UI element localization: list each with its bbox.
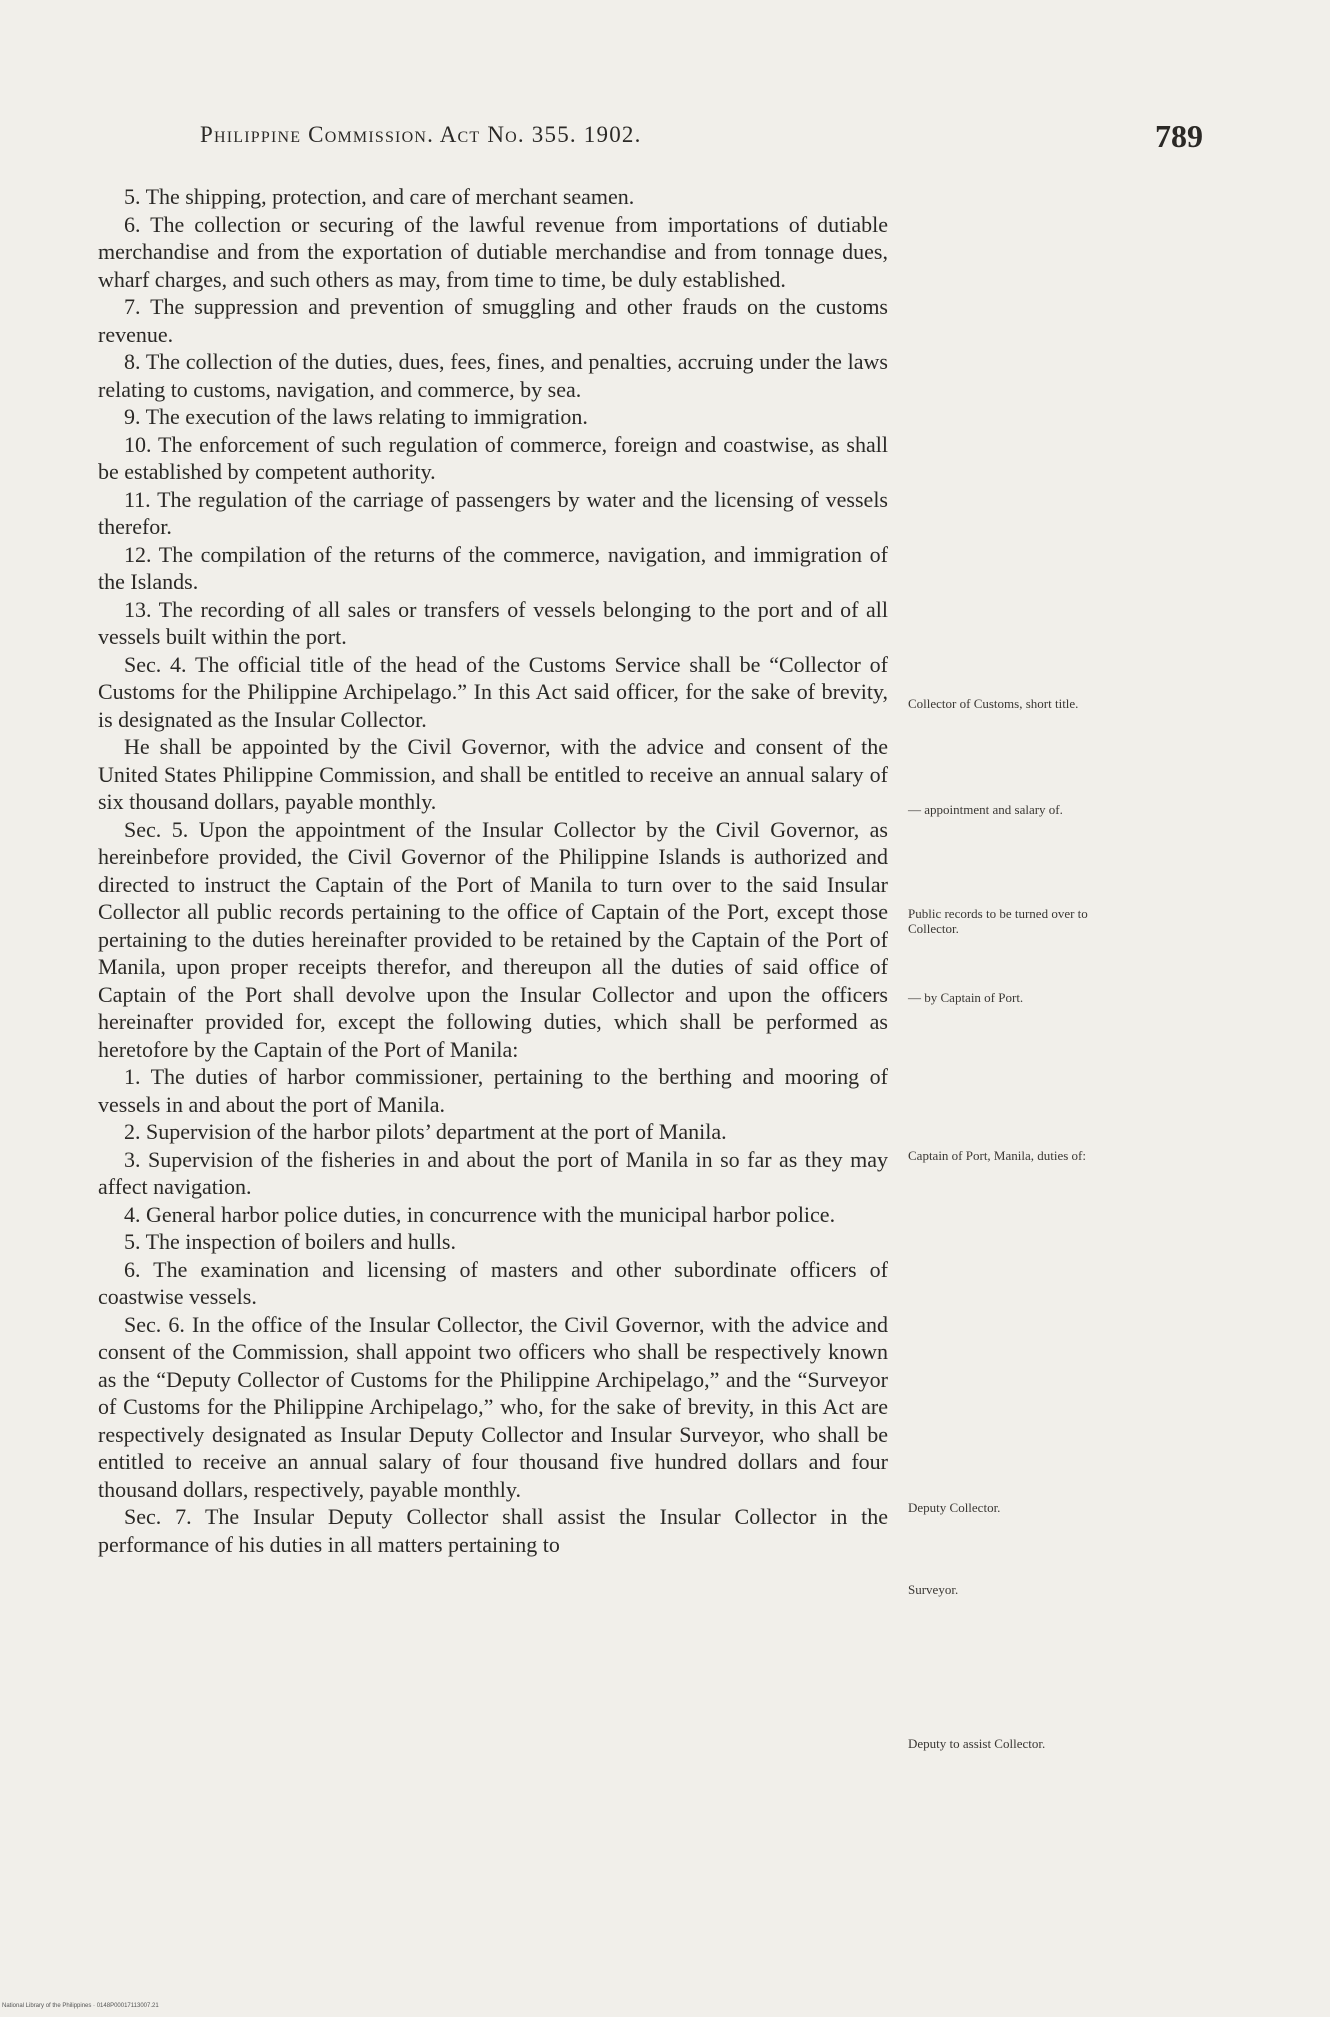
- paragraph: 3. Supervision of the fisheries in and about the port of Manila in so far as they may affect navigation.: [98, 1146, 888, 1199]
- paragraph: 1. The duties of harbor commissioner, pertaining to the berthing and mooring of vessels in and about the port of Manila.: [98, 1064, 888, 1117]
- paragraph: 13. The recording of all sales or transfers of vessels belonging to the port and of all vessels built within the port.: [98, 596, 888, 649]
- paragraph: 2. Supervision of the harbor pilots’ department at the port of Manila.: [124, 1119, 727, 1144]
- paragraph: 6. The examination and licensing of masters and other subordinate officers of coastwise vessels.: [98, 1256, 888, 1309]
- section-6: Sec. 6. In the office of the Insular Collector, the Civil Governor, with the advice and consent of the Commission, shall appoint two officers who shall be respectively known as the “Deputy Collector of Customs for the Philippine Archipelago,” and the “Surveyor of Customs for the Philippine Archipelago,” who, for the sake of brevity, in this Act are respectively designated as Insular Deputy Collector and Insular Surveyor, who shall be entitled to receive an annual salary of four thousand five hundred dollars and four thousand dollars, respectively, payable monthly.: [98, 1311, 888, 1502]
- page-header: [200, 118, 1203, 162]
- margin-note: Public records to be turned over to Collector.: [908, 906, 1088, 936]
- section-4: Sec. 4. The official title of the head of the Customs Service shall be “Collector of Customs for the Philippine Archipelago.” In this Act said officer, for the sake of brevity, is designated as the Insular Collector.: [98, 651, 888, 732]
- paragraph: 7. The suppression and prevention of smuggling and other frauds on the customs revenue.: [98, 294, 888, 347]
- paragraph: 6. The collection or securing of the lawful revenue from importations of dutiable merchandise and from the exportation of dutiable merchandise and from tonnage dues, wharf charges, and such others as may, from time to time, be duly established.: [98, 211, 888, 292]
- running-title: Philippine Commission. Act No. 355. 1902.: [200, 122, 642, 147]
- paragraph: 12. The compilation of the returns of the commerce, navigation, and immigration of the Islands.: [98, 541, 888, 594]
- section-5: Sec. 5. Upon the appointment of the Insular Collector by the Civil Governor, as hereinbefore provided, the Civil Governor of the Philippine Islands is authorized and directed to instruct the Captain of the Port of Manila to turn over to the said Insular Collector all public records pertaining to the office of Captain of the Port, except those pertaining to the duties hereinafter provided to be retained by the Captain of the Port of Manila, upon proper receipts therefor, and thereupon all the duties of said office of Captain of the Port shall devolve upon the Insular Collector and upon the officers hereinafter provided for, except the following duties, which shall be performed as heretofore by the Captain of the Port of Manila:: [98, 816, 888, 1062]
- margin-note: Deputy Collector.: [908, 1500, 1001, 1515]
- archive-tag: National Library of the Philippines · 0148P00017113007.21: [2, 2003, 159, 2009]
- paragraph: 5. The inspection of boilers and hulls.: [124, 1229, 456, 1254]
- section-7: Sec. 7. The Insular Deputy Collector shall assist the Insular Collector in the performance of his duties in all matters pertaining to: [98, 1504, 888, 1557]
- paragraph: 11. The regulation of the carriage of passengers by water and the licensing of vessels therefor.: [98, 486, 888, 539]
- margin-note: Captain of Port, Manila, duties of:: [908, 1148, 1087, 1163]
- paragraph: 4. General harbor police duties, in concurrence with the municipal harbor police.: [124, 1201, 836, 1227]
- margin-note: — appointment and salary of.: [908, 802, 1063, 817]
- paragraph: He shall be appointed by the Civil Governor, with the advice and consent of the United States Philippine Commission, and shall be entitled to receive an annual salary of six thousand dollars, payable monthly.: [98, 734, 888, 814]
- margin-note: Deputy to assist Collector.: [908, 1736, 1046, 1751]
- margin-note: Collector of Customs, short title.: [908, 696, 1079, 711]
- page-number: 789: [1155, 118, 1203, 154]
- margin-note: Surveyor.: [908, 1582, 959, 1597]
- paragraph: 8. The collection of the duties, dues, fees, fines, and penalties, accruing under the laws relating to customs, navigation, and commerce, by sea.: [98, 349, 888, 402]
- paragraph: 9. The execution of the laws relating to immigration.: [124, 404, 588, 429]
- paragraph: 10. The enforcement of such regulation of commerce, foreign and coastwise, as shall be established by competent authority.: [98, 431, 888, 484]
- margin-note: — by Captain of Port.: [908, 990, 1024, 1005]
- body-text: [98, 183, 888, 1558]
- paragraph: 5. The shipping, protection, and care of merchant seamen.: [124, 184, 635, 209]
